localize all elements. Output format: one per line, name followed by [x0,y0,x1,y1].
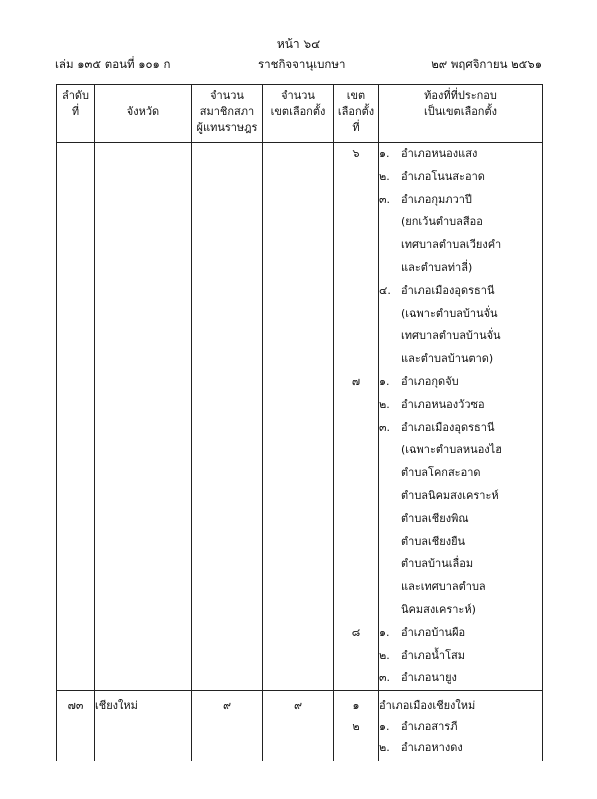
item-number: ๔. [379,283,391,297]
header-line: ที่ [71,105,80,118]
area-line [379,576,542,599]
area-line [379,303,542,326]
area-text: อำเภอเมืองอุดรธานี [401,420,495,434]
item-number: ๓. [379,671,391,685]
constituency-number: ๑ [352,699,360,713]
area-text: ตำบลเชียงพิณ [401,511,469,525]
province-cell [95,691,192,762]
col-header-order [57,85,95,143]
item-number: ๒. [379,648,390,662]
item-number: ๑. [379,625,390,639]
item-number: ๒. [379,397,390,411]
constituency-spacer [334,394,378,417]
members-cell [192,143,263,691]
area-line [379,234,542,257]
constituencies-cell [263,691,334,762]
area-text: (เฉพาะตำบลหนองไฮ [401,443,502,457]
table-row [57,143,543,691]
constituency-no-cell [334,143,379,691]
header-line: จังหวัด [126,105,160,118]
constituency-spacer [334,439,378,462]
area-line [379,211,542,234]
header-line: ผู้แทนราษฎร [196,121,258,134]
area-text: ตำบลนิคมสงเคราะห์ [401,488,499,502]
constituency-spacer [334,348,378,371]
area-line [379,189,542,212]
constituency-no-cell [334,691,379,762]
area-text: ตำบลบ้านเลื่อม [401,557,474,571]
area-line [379,737,542,758]
constituency-spacer [334,257,378,280]
area-line [379,257,542,280]
area-line [379,553,542,576]
constituency-number: ๒ [352,720,360,734]
area-line [379,622,542,645]
area-line [379,462,542,485]
area-line [379,348,542,371]
area-text: เทศบาลตำบลเวียงคำ [401,238,502,252]
constituencies-value: ๙ [293,699,303,713]
members-cell [192,691,263,762]
order-cell [57,691,95,762]
constituency-spacer [334,553,378,576]
item-number: ๑. [379,374,390,388]
constituency-spacer [334,325,378,348]
constituency-spacer [334,303,378,326]
constituency-spacer [334,576,378,599]
constituency-spacer [334,508,378,531]
col-header-constituencies [263,85,334,143]
gazette-date: ๒๙ พฤศจิกายน ๒๕๖๑ [431,57,542,71]
area-line [379,417,542,440]
constituency-spacer [334,234,378,257]
item-number: ๒. [379,741,390,755]
item-number: ๑. [379,720,390,734]
area-text: อำเภอโนนสะอาด [401,169,485,183]
header-line: เป็นเขตเลือกตั้ง [424,105,497,118]
area-cell [379,143,543,691]
col-header-members [192,85,263,143]
constituency-spacer [334,485,378,508]
area-line [379,599,542,622]
province-value: เชียงใหม่ [95,699,138,713]
order-cell [57,143,95,691]
area-line [379,325,542,348]
constituency-spacer [334,645,378,668]
header-line: เขตเลือกตั้ง [270,105,326,118]
area-line [379,143,542,166]
area-line [379,508,542,531]
area-text: ตำบลเชียงยืน [401,534,466,548]
col-header-constituency-no [334,85,379,143]
header-line: จำนวน [210,89,244,102]
area-text: อำเภอสารภี [401,720,458,734]
constituency-spacer [334,462,378,485]
area-line [379,645,542,668]
members-value: ๙ [222,699,232,713]
province-cell [95,143,192,691]
area-text: ตำบลโคกสะอาด [401,466,481,480]
area-text: เทศบาลตำบลบ้านจั่น [401,329,501,343]
col-header-area [379,85,543,143]
area-line [379,371,542,394]
area-text: อำเภอน้ำโสม [401,648,465,662]
constituency-table [56,84,543,761]
gazette-volume: เล่ม ๑๓๕ ตอนที่ ๑๐๑ ก [55,57,171,71]
col-header-province [95,85,192,143]
area-text: อำเภอหนองวัวซอ [401,397,485,411]
area-line [379,280,542,303]
area-line [379,716,542,737]
constituency-number: ๖ [352,147,360,160]
area-text: (เฉพาะตำบลบ้านจั่น [401,306,498,320]
constituency-spacer [334,531,378,554]
constituency-number: ๘ [351,625,361,639]
area-text: อำเภอบ้านผือ [401,625,466,639]
order-value: ๗๓ [67,699,84,713]
header-line: ท้องที่ที่ประกอบ [424,89,497,102]
item-number: ๒. [379,169,390,183]
area-text: (ยกเว้นตำบลสีออ [401,215,483,229]
area-text: อำเภอนายูง [401,671,457,685]
constituency-spacer [334,166,378,189]
header-line: เลือกตั้งที่ [337,105,375,134]
area-text: อำเภอกุมภวาปี [401,192,472,206]
item-number: ๑. [379,147,390,160]
area-text: อำเภอเมืองเชียงใหม่ [379,699,476,713]
table-header-row [57,85,543,143]
item-number: ๓. [379,192,391,206]
item-number: ๓. [379,420,391,434]
area-line [379,485,542,508]
constituencies-cell [263,143,334,691]
constituency-spacer [334,211,378,234]
area-text: และตำบลบ้านตาด) [401,352,494,366]
header-line: เขต [346,89,366,102]
area-text: อำเภอเมืองอุดรธานี [401,283,495,297]
constituency-spacer [334,280,378,303]
header-line: จำนวน [281,89,315,102]
constituency-number: ๗ [351,374,361,388]
area-text: และเทศบาลตำบล [401,580,486,594]
constituency-spacer [334,599,378,622]
constituency-spacer [334,417,378,440]
constituency-spacer [334,667,378,690]
area-cell [379,691,543,762]
header-line: ลำดับ [61,89,90,102]
area-line [379,439,542,462]
gazette-title: ราชกิจจานุเบกษา [258,57,346,71]
area-line [379,531,542,554]
area-text: อำเภอหางดง [401,741,463,755]
area-line [379,695,542,716]
area-text: นิคมสงเคราะห์) [401,602,476,616]
area-text: อำเภอกุดจับ [401,374,459,388]
area-text: อำเภอหนองแสง [401,147,478,160]
page-number: หน้า ๖๔ [276,37,321,51]
table-row [57,691,543,762]
header-line: สมาชิกสภา [199,105,255,118]
area-text: และตำบลท่าลี่) [401,260,473,274]
constituency-spacer [334,189,378,212]
area-line [379,394,542,417]
area-line [379,166,542,189]
area-line [379,667,542,690]
